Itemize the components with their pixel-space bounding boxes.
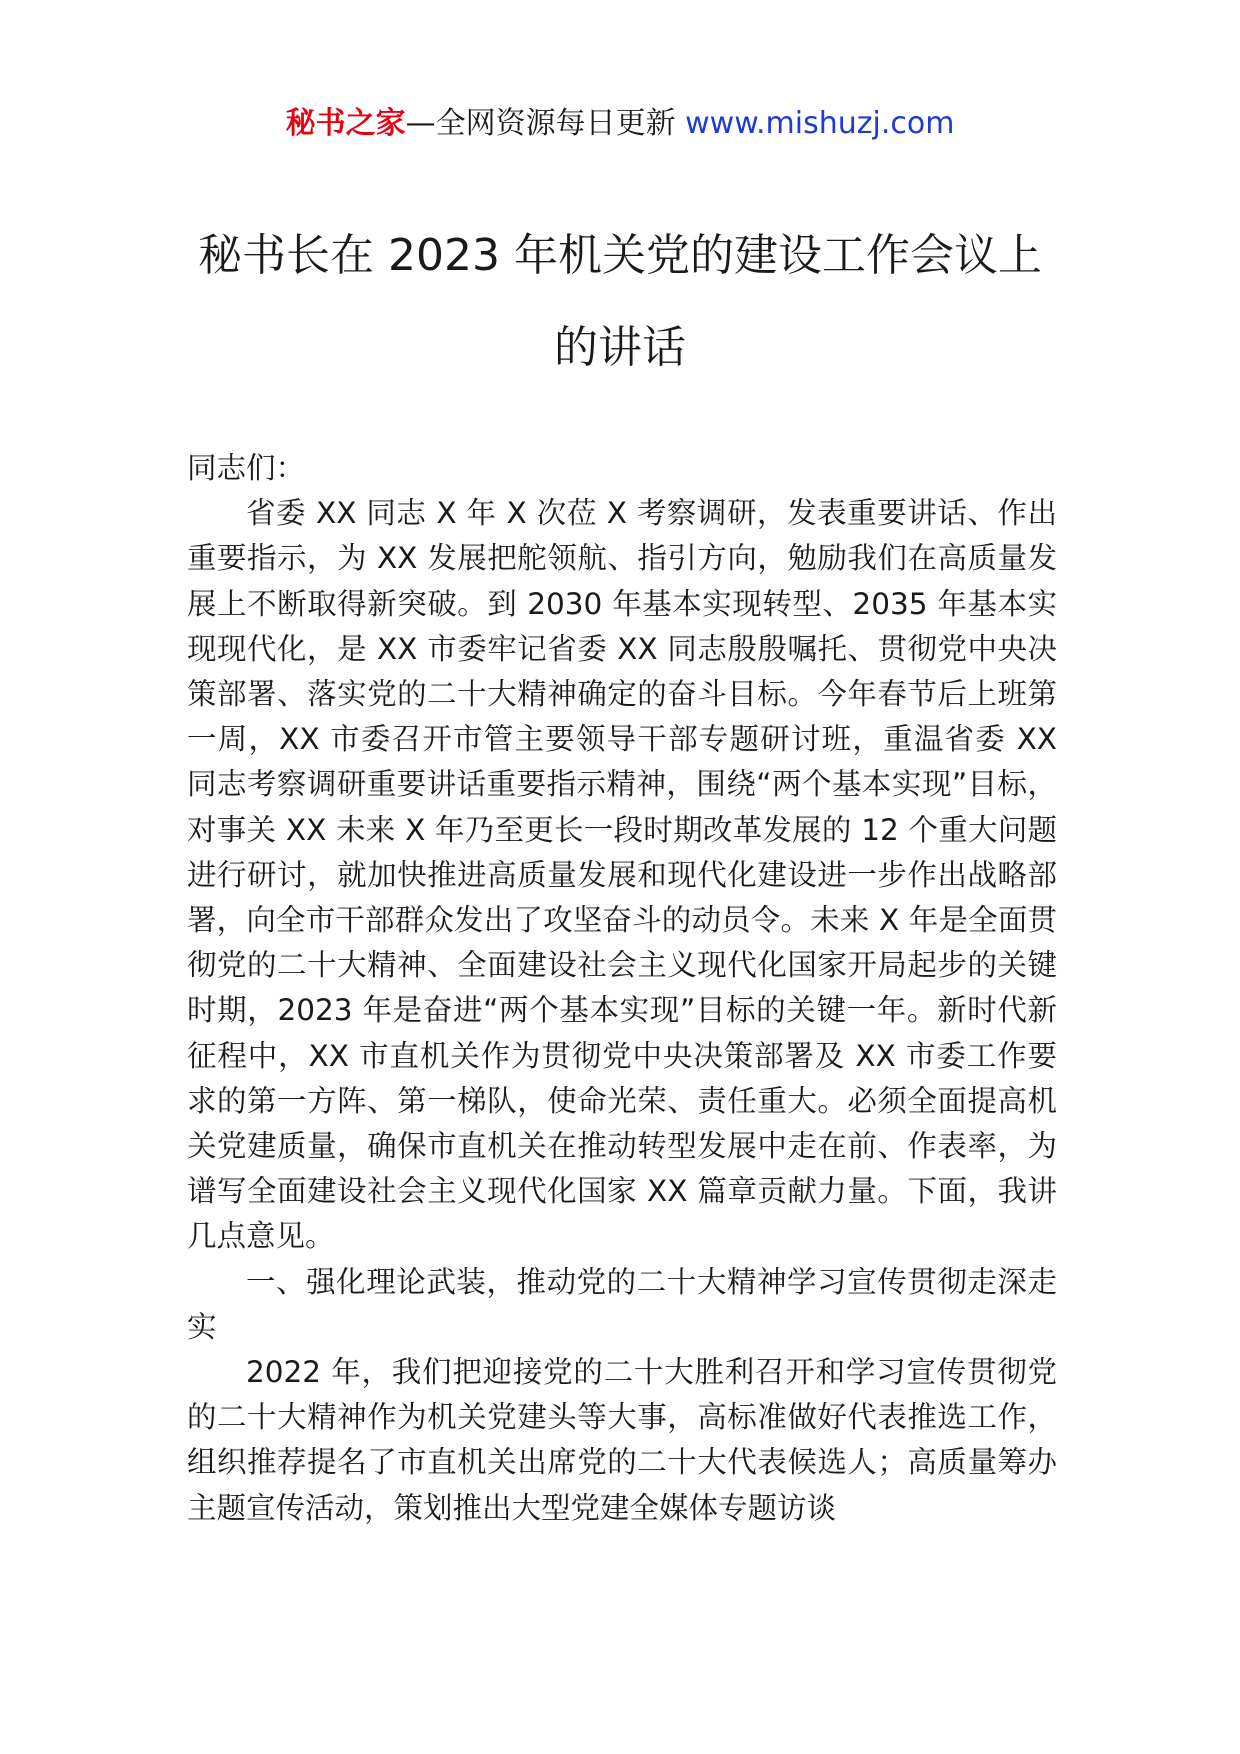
section-heading-1: 一、强化理论武装，推动党的二十大精神学习宣传贯彻走深走实 (187, 1264, 1057, 1344)
paragraph-2: 2022 年，我们把迎接党的二十大胜利召开和学习宣传贯彻党的二十大精神作为机关党建头等大事，高标准做好代表推选工作，组织推荐提名了市直机关出席党的二十大代表候选人；高质量筹办主题宣传活动，策划推出大型党建全媒体专题访谈 (187, 1355, 1057, 1525)
title-line-2: 的讲话 (554, 322, 686, 373)
banner-slogan: —全网资源每日更新 (405, 106, 686, 141)
paragraph-1: 省委 XX 同志 X 年 X 次莅 X 考察调研，发表重要讲话、作出重要指示，为 XX 发展把舵领航、指引方向，勉励我们在高质量发展上不断取得新突破。到 2030 年基本实现转型、2035 年基本实现现代化，是 XX 市委牢记省委 XX 同志殷殷嘱托、贯彻党中央决策部署、落实党的二十大精神确定的奋斗目标。今年春节后上班第一周，XX 市委召开市管主要领导干部专题研讨班，重温省委 XX 同志考察调研重要讲话重要指示精神，围绕“两个基本实现”目标，对事关 XX 未来 X 年乃至更长一段时期改革发展的 12 个重大问题进行研讨，就加快推进高质量发展和现代化建设进一步作出战略部署，向全市干部群众发出了攻坚奋斗的动员令。未来 X 年是全面贯彻党的二十大精神、全面建设社会主义现代化国家开局起步的关键时期，2023 年是奋进“两个基本实现”目标的关键一年。新时代新征程中，XX 市直机关作为贯彻党中央决策部署及 XX 市委工作要求的第一方阵、第一梯队，使命光荣、责任重大。必须全面提高机关党建质量，确保市直机关在推动转型发展中走在前、作表率，为谱写全面建设社会主义现代化国家 XX 篇章贡献力量。下面，我讲几点意见。 (187, 496, 1057, 1254)
document-body (187, 446, 1057, 1531)
title-line-1: 秘书长在 2023 年机关党的建设工作会议上 (198, 230, 1042, 281)
site-url[interactable]: www.mishuzj.com (685, 106, 955, 141)
document-title (150, 210, 1090, 394)
site-banner (0, 100, 1240, 148)
brand-name: 秘书之家 (285, 106, 406, 141)
salutation: 同志们： (187, 451, 306, 485)
